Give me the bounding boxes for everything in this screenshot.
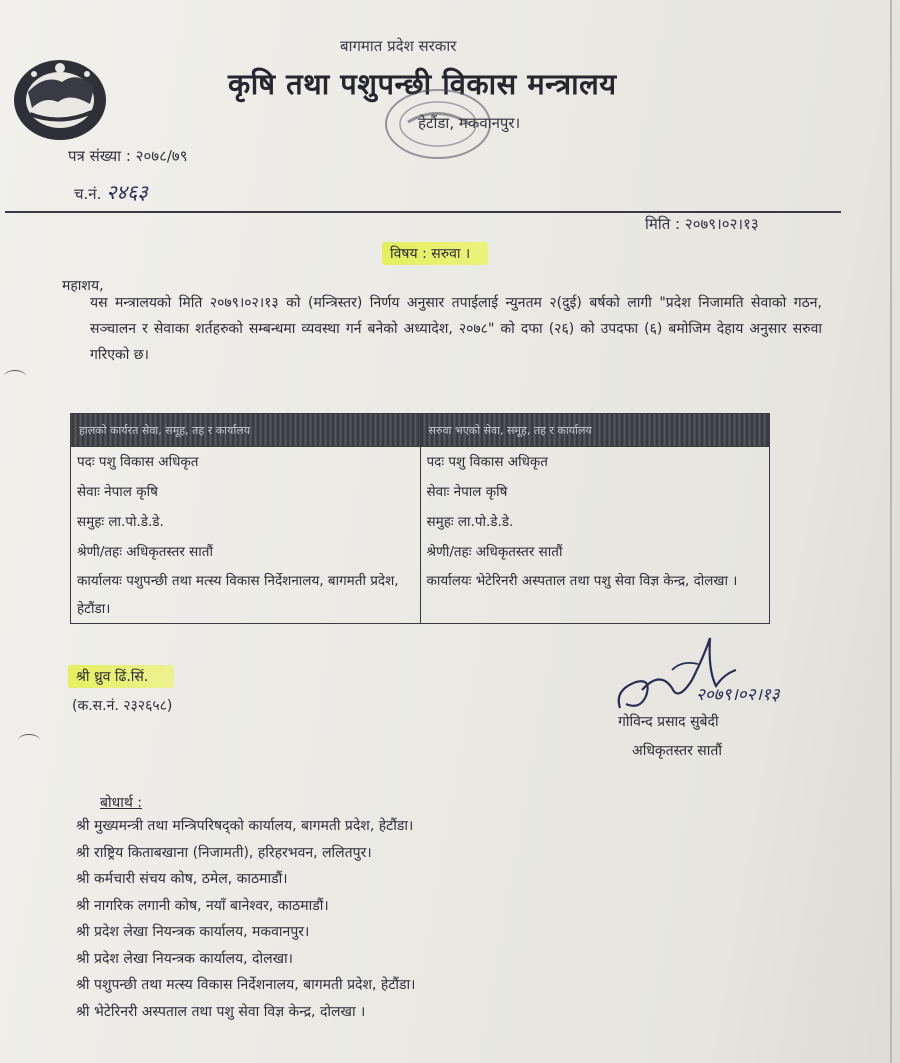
new-position-header: सरुवा भएको सेवा, समूह, तह र कार्यालय bbox=[420, 414, 770, 447]
subject-line: विषय : सरुवा । bbox=[382, 242, 488, 265]
government-name: बागमात प्रदेश सरकार bbox=[340, 37, 457, 55]
cc-list-item: श्री पशुपन्छी तथा मत्स्य विकास निर्देशनालय, बागमती प्रदेश, हेटौंडा। bbox=[76, 977, 416, 993]
signature-date: २०७९।०२।१३ bbox=[696, 685, 780, 705]
new-group: समुहः ला.पो.डे.डे. bbox=[426, 514, 514, 530]
table-row bbox=[71, 507, 770, 537]
signatory-rank: अधिकृतस्तर सातौं bbox=[632, 743, 722, 759]
cc-list-item: श्री राष्ट्रिय किताबखाना (निजामती), हरिहरभवन, ललितपुर। bbox=[76, 844, 372, 861]
current-level: श्रेणी/तहः अधिकृतस्तर सातौं bbox=[77, 544, 213, 560]
table-row bbox=[71, 537, 770, 567]
office-stamp bbox=[378, 84, 521, 164]
salutation: महाशय, bbox=[62, 278, 104, 294]
body-paragraph: यस मन्त्रालयको मिति २०७९।०२।१३ को (मन्त्रिस्तर) निर्णय अनुसार तपाईलाई न्युनतम २(दुई) बर्षको लागी "प्रदेश निजामति सेवाको गठन, सञ्चालन र सेवाका शर्तहरुको सम्बन्धमा व्यवस्था गर्न बनेको अध्यादेश, २०७८" को दफा (२६) को उपदफा (६) बमोजिम देहाय अनुसार सरुवा गरिएको छ। bbox=[90, 295, 822, 363]
letter-number-label: पत्र संख्या : bbox=[68, 147, 136, 165]
new-post: पदः पशु विकास अधिकृत bbox=[426, 454, 548, 470]
current-post: पदः पशु विकास अधिकृत bbox=[77, 454, 199, 470]
letter-date bbox=[645, 214, 759, 234]
cc-list-item: श्री प्रदेश लेखा नियन्त्रक कार्यालय, दोलखा। bbox=[76, 950, 293, 967]
dispatch-number bbox=[74, 178, 148, 205]
new-level: श्रेणी/तहः अधिकृतस्तर सातौं bbox=[426, 544, 563, 560]
dispatch-number-value: २४६३ bbox=[106, 180, 148, 204]
ministry-title: कृषि तथा पशुपन्छी विकास मन्त्रालय bbox=[228, 67, 617, 101]
page-edge bbox=[890, 0, 892, 1063]
hole-punch-mark bbox=[18, 734, 40, 747]
header-divider bbox=[5, 211, 841, 213]
letter-number-value: २०७८/७९ bbox=[135, 147, 188, 165]
dispatch-number-label: च.नं. bbox=[74, 185, 107, 203]
cc-heading: बोधार्थ : bbox=[100, 795, 142, 811]
transfer-table bbox=[70, 413, 770, 624]
hole-punch-mark bbox=[4, 370, 26, 383]
current-service: सेवाः नेपाल कृषि bbox=[77, 484, 158, 500]
letter-number bbox=[68, 146, 188, 166]
new-office: कार्यालयः भेटेरिनरी अस्पताल तथा पशु सेवा विज्ञ केन्द्र, दोलखा । bbox=[426, 573, 738, 589]
government-emblem-logo bbox=[10, 52, 110, 144]
recipient-name: श्री ध्रुव ढिं.सिं. bbox=[68, 665, 174, 688]
letter-date-label: मिति : bbox=[645, 215, 685, 233]
ministry-location: हेटौंडा, मकवानपुर। bbox=[418, 114, 521, 132]
current-group: समुहः ला.पो.डे.डे. bbox=[77, 514, 164, 530]
new-service: सेवाः नेपाल कृषि bbox=[426, 484, 508, 500]
cc-list-item: श्री प्रदेश लेखा नियन्त्रक कार्यालय, मकवानपुर। bbox=[76, 924, 310, 940]
recipient-staff-number: (क.स.नं. २३२६५८) bbox=[72, 698, 173, 714]
transfer-table-header bbox=[71, 414, 770, 447]
current-position-header: हालको कार्यरत सेवा, समूह, तह र कार्यालय bbox=[71, 414, 421, 447]
table-row bbox=[71, 567, 770, 624]
cc-list-item: श्री मुख्यमन्त्री तथा मन्त्रिपरिषद्को कार्यालय, बागमती प्रदेश, हेटौंडा। bbox=[76, 818, 414, 834]
signatory-name: गोविन्द प्रसाद सुबेदी bbox=[618, 714, 719, 730]
cc-list-item: श्री कर्मचारी संचय कोष, ठमेल, काठमाडौं। bbox=[76, 871, 288, 887]
table-row bbox=[71, 477, 770, 507]
cc-list bbox=[76, 813, 415, 1025]
handwritten-signature bbox=[612, 630, 807, 720]
table-row bbox=[71, 447, 770, 478]
letter-date-value: २०७९।०२।१३ bbox=[684, 215, 759, 233]
current-office: कार्यालयः पशुपन्छी तथा मत्स्य विकास निर्देशनालय, बागमती प्रदेश, हेटौंडा। bbox=[77, 573, 399, 617]
cc-list-item: श्री नागरिक लगानी कोष, नयाँ बानेश्वर, काठमाडौं। bbox=[76, 897, 329, 914]
cc-list-item: श्री भेटेरिनरी अस्पताल तथा पशु सेवा विज्ञ केन्द्र, दोलखा । bbox=[76, 1003, 366, 1020]
